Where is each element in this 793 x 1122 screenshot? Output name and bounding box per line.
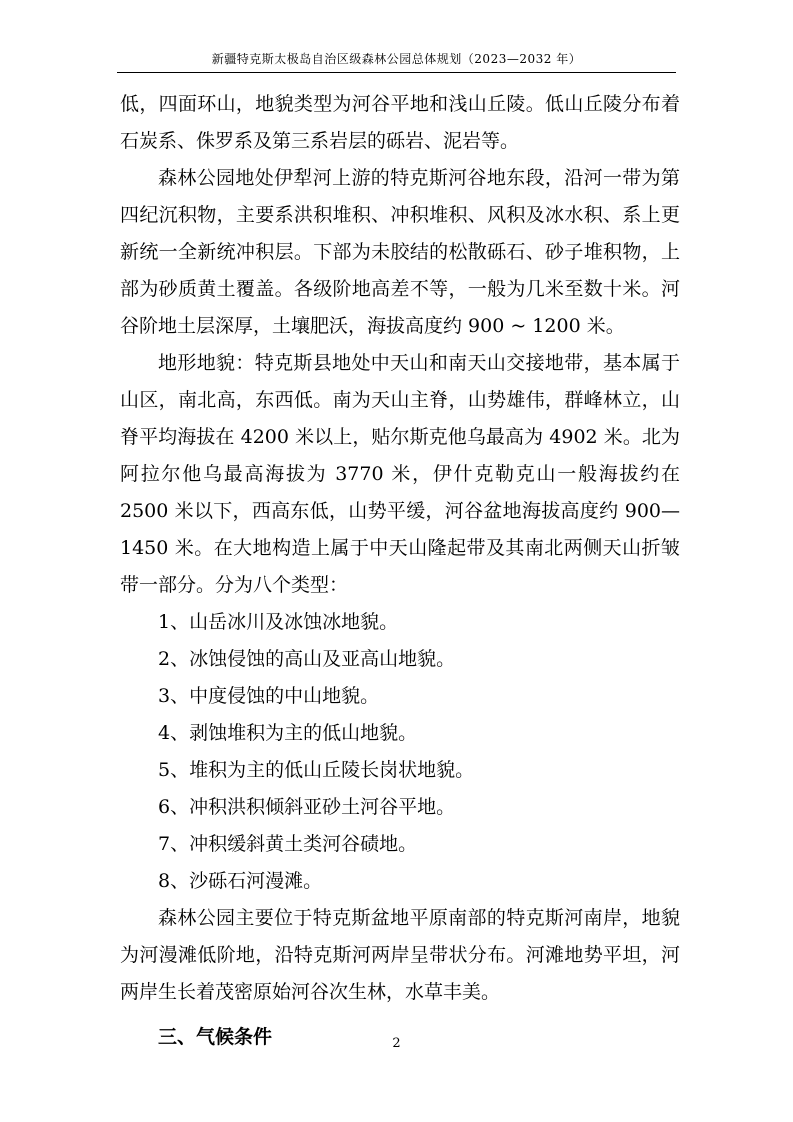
list-item: 5、堆积为主的低山丘陵长岗状地貌。 xyxy=(158,759,475,781)
list-item: 8、沙砾石河漫滩。 xyxy=(158,870,323,892)
running-header: 新疆特克斯太极岛自治区级森林公园总体规划（2023—2032 年） xyxy=(211,52,582,66)
list-item: 7、冲积缓斜黄土类河谷碛地。 xyxy=(158,833,418,855)
list-item: 2、冰蚀侵蚀的高山及亚高山地貌。 xyxy=(158,648,456,670)
section-heading-climate: 三、气候条件 xyxy=(158,1026,273,1048)
page-number: 2 xyxy=(392,1036,401,1051)
landform-type-list xyxy=(120,604,680,900)
paragraph-terrain: 地形地貌：特克斯县地处中天山和南天山交接地带，基本属于山区，南北高，东西低。南为天山主脊，山势雄伟，群峰林立，山脊平均海拔在 4200 米以上，贴尔斯克他乌最高为 4902 米。北为阿拉尔他乌最高海拔为 3770 米，伊什克勒克山一般海拔约在 2500 米以下，西高东低，山势平缓，河谷盆地海拔高度约 900—1450 米。在大地构造上属于中天山隆起带及其南北两侧天山折皱带一部分。分为八个类型： xyxy=(120,352,680,596)
paragraph-park-location: 森林公园主要位于特克斯盆地平原南部的特克斯河南岸，地貌为河漫滩低阶地，沿特克斯河两岸呈带状分布。河滩地势平坦，河两岸生长着茂密原始河谷次生林，水草丰美。 xyxy=(120,907,680,1003)
list-item: 6、冲积洪积倾斜亚砂土河谷平地。 xyxy=(158,796,456,818)
list-item: 3、中度侵蚀的中山地貌。 xyxy=(158,685,380,707)
paragraph-geology-continued: 低，四面环山，地貌类型为河谷平地和浅山丘陵。低山丘陵分布着石炭系、侏罗系及第三系岩层的砾岩、泥岩等。 xyxy=(120,93,680,152)
list-item: 4、剥蚀堆积为主的低山地貌。 xyxy=(158,722,418,744)
paragraph-sediments: 森林公园地处伊犁河上游的特克斯河谷地东段，沿河一带为第四纪沉积物，主要系洪积堆积、冲积堆积、风积及冰水积、系上更新统一全新统冲积层。下部为未胶结的松散砾石、砂子堆积物，上部为砂质黄土覆盖。各级阶地高差不等，一般为几米至数十米。河谷阶地土层深厚，土壤肥沃，海拔高度约 900 ~ 1200 米。 xyxy=(120,167,680,337)
list-item: 1、山岳冰川及冰蚀冰地貌。 xyxy=(158,611,399,633)
header-rule xyxy=(117,72,676,73)
body-text xyxy=(120,86,680,1057)
